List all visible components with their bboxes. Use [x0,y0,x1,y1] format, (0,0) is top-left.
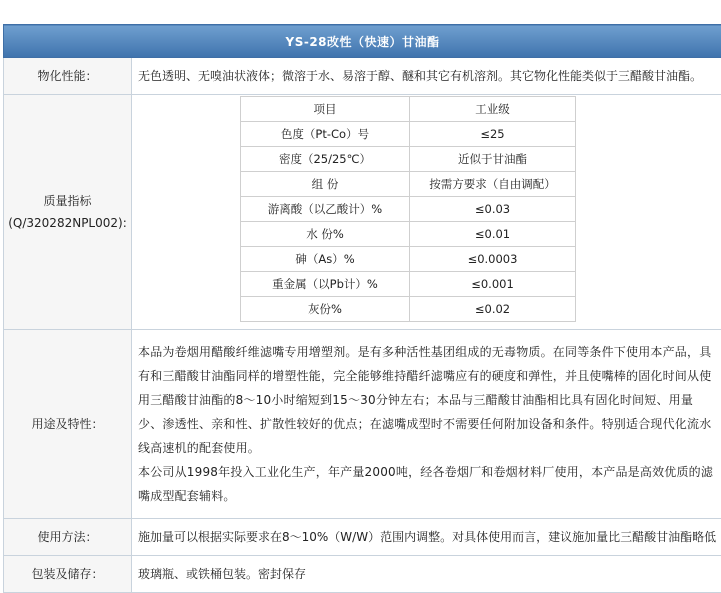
row-usage-method [4,519,721,556]
quality-index-label-cell [4,95,132,330]
spec-value: ≤0.02 [410,297,576,322]
spec-row [241,222,576,247]
quality-standard-code: (Q/320282NPL002): [8,212,127,234]
spec-row [241,122,576,147]
spec-value: ≤0.03 [410,197,576,222]
quality-index-value-cell [132,95,721,330]
usage-paragraph: 本品为卷烟用醋酸纤维滤嘴专用增塑剂。是有多种活性基团组成的无毒物质。在同等条件下使用本产品，具有和三醋酸甘油酯同样的增塑性能，完全能够维持醋纤滤嘴应有的硬度和弹性，并且使嘴棒的固化时间从使用三醋酸甘油酯的8～10小时缩短到15～30分钟左右；本品与三醋酸甘油酯相比具有固化时间短、用量少、渗透性、亲和性、扩散性较好的优点；在滤嘴成型时不需要任何附加设备和条件。特别适合现代化流水线高速机的配套使用。 [138,340,715,460]
spec-value: 按需方要求（自由调配） [410,172,576,197]
spec-name: 组 份 [241,172,410,197]
spec-row [241,147,576,172]
product-sheet [3,24,721,593]
packaging-storage-label: 包装及储存： [4,556,132,593]
spec-value: ≤0.0003 [410,247,576,272]
spec-row [241,297,576,322]
spec-row [241,272,576,297]
row-physical-properties [4,58,721,95]
spec-name: 密度（25/25℃） [241,147,410,172]
spec-name: 砷（As）% [241,247,410,272]
usage-method-label: 使用方法： [4,519,132,556]
product-spec-table [3,24,721,593]
spec-header-grade: 工业级 [410,97,576,122]
spec-name: 灰份% [241,297,410,322]
usage-features-value [132,330,721,519]
usage-features-label: 用途及特性： [4,330,132,519]
product-title: YS-28改性（快速）甘油酯 [4,25,721,58]
row-usage-features [4,330,721,519]
spec-row [241,172,576,197]
physical-properties-value: 无色透明、无嗅油状液体；微溶于水、易溶于醇、醚和其它有机溶剂。其它物化性能类似于三醋酸甘油酯。 [132,58,721,95]
spec-name: 色度（Pt-Co）号 [241,122,410,147]
spec-header-item: 项目 [241,97,410,122]
usage-paragraph: 本公司从1998年投入工业化生产，年产量2000吨，经各卷烟厂和卷烟材料厂使用，本产品是高效优质的滤嘴成型配套辅料。 [138,460,715,508]
usage-method-value: 施加量可以根据实际要求在8～10%（W/W）范围内调整。对具体使用而言，建议施加量比三醋酸甘油酯略低 [132,519,721,556]
spec-row [241,247,576,272]
row-quality-index [4,95,721,330]
physical-properties-label: 物化性能： [4,58,132,95]
quality-spec-table [240,96,576,322]
spec-name: 游离酸（以乙酸计）% [241,197,410,222]
spec-value: 近似于甘油酯 [410,147,576,172]
spec-name: 重金属（以Pb计）% [241,272,410,297]
spec-header-row [241,97,576,122]
spec-value: ≤0.001 [410,272,576,297]
spec-name: 水 份% [241,222,410,247]
quality-index-label: 质量指标 [8,190,127,212]
spec-row [241,197,576,222]
packaging-storage-value: 玻璃瓶、或铁桶包装。密封保存 [132,556,721,593]
spec-value: ≤25 [410,122,576,147]
spec-value: ≤0.01 [410,222,576,247]
